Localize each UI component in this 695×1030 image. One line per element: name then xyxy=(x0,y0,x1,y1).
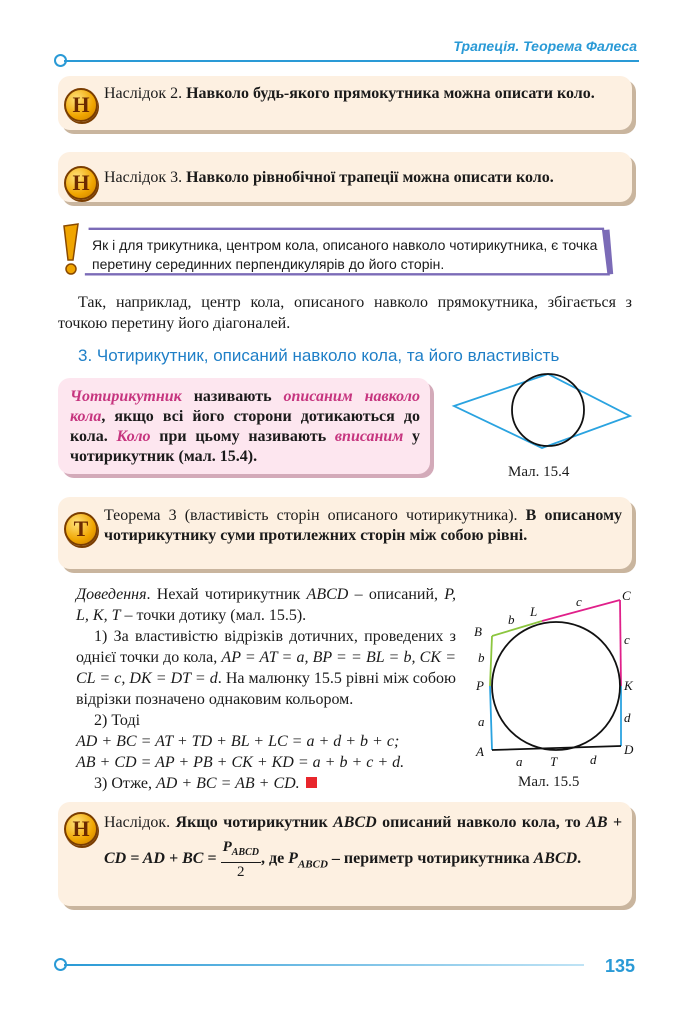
label-c2: c xyxy=(624,632,630,647)
label-K: K xyxy=(624,678,633,693)
footer-rule xyxy=(64,964,584,966)
definition-part: при цьому називають xyxy=(150,428,335,445)
label-c1: c xyxy=(576,594,582,609)
corollary-part: . xyxy=(577,850,582,868)
corollary-part: , де xyxy=(260,850,289,868)
incircle xyxy=(492,622,620,750)
term-quadrilateral: Чотирикутник xyxy=(70,388,182,405)
proof-part: 1) За властивістю відрізків дотичних, проведених з однієї точки до кола, xyxy=(76,628,456,666)
corollary-text xyxy=(104,808,622,881)
corollary-lead: Наслідок. xyxy=(104,814,176,831)
inscribed-circle xyxy=(512,374,584,446)
corollary-badge-icon: Н xyxy=(64,166,98,200)
proof-equation-1: AD + BC = AT + TD + BL + LC = a + d + b + c; xyxy=(76,733,400,750)
definition-part: у чотирикутник (мал. 15.4). xyxy=(70,428,421,465)
exclamation-icon xyxy=(58,222,84,278)
note-text: Як і для трикутника, центром кола, описаного навколо чотирикутника, є точка перетину серединних перпендикулярів до його сторін. xyxy=(92,237,598,272)
figure-15-4 xyxy=(448,368,638,458)
corollary-2-text xyxy=(104,84,622,104)
label-b1: b xyxy=(478,650,485,665)
corollary-part: описаний навколо кола, то xyxy=(376,814,587,831)
proof-part: P, L, K, T xyxy=(76,586,456,624)
theorem-lead: Теорема 3 (властивість сторін описаного чотирикутника). xyxy=(104,507,526,524)
proof-intro xyxy=(76,584,456,626)
corollary-3-text xyxy=(104,168,622,188)
label-b2: b xyxy=(508,612,515,627)
label-C: C xyxy=(622,588,631,603)
perimeter-fraction xyxy=(221,838,261,881)
label-D: D xyxy=(624,742,634,757)
corollary-2-lead: Наслідок 2. xyxy=(104,85,187,102)
perimeter-subscript: ABCD xyxy=(297,858,328,871)
label-P: P xyxy=(476,678,484,693)
section-heading: 3. Чотирикутник, описаний навколо кола, та його властивість xyxy=(78,346,560,365)
theorem-badge-icon: Т xyxy=(64,512,98,546)
paragraph-rectangle-center: Так, наприклад, центр кола, описаного навколо прямокутника, збігається з точкою перетину його діагоналей. xyxy=(58,294,632,332)
fraction-denominator: 2 xyxy=(237,864,245,880)
proof-step-2: 2) Тоді xyxy=(94,712,141,729)
corollary-2-statement: Навколо будь-якого прямокутника можна описати коло. xyxy=(186,85,595,102)
corollary-part: – периметр чотирикутника xyxy=(327,850,534,868)
definition-part: називають xyxy=(181,388,284,405)
header-rule xyxy=(64,60,639,62)
fraction-subscript: ABCD xyxy=(231,847,259,858)
label-A: A xyxy=(476,744,484,759)
corollary-part: ABCD xyxy=(533,850,578,868)
proof-part: AD + BC = AB + CD. xyxy=(156,775,300,792)
proof-part: 3) Отже, xyxy=(94,775,157,792)
theorem-statement: В описаному чотирикутнику суми протилежних сторін між собою рівні. xyxy=(104,507,622,544)
term-circumscribed: описаним навколо кола xyxy=(70,388,420,425)
proof-part: AP = AT = a, BP = = BL = b, CK = CL = c, DK = DT = d xyxy=(76,649,456,687)
proof-part: – точки дотику (мал. 15.5). xyxy=(120,607,307,624)
proof-equation-2: AB + CD = AP + PB + CK + KD = a + b + c + d. xyxy=(76,754,405,771)
corollary-part: Якщо чотирикутник xyxy=(175,814,334,831)
term-inscribed: вписаним xyxy=(334,428,404,445)
corollary-part: AB + CD = AD + BC xyxy=(104,814,623,868)
proof-part: – описаний, xyxy=(348,586,445,603)
definition-part: , якщо всі його сторони дотикаються до кола. xyxy=(70,408,420,445)
rhombus xyxy=(454,374,630,448)
side-CD-part-CK xyxy=(620,600,621,686)
corollary-badge-icon: Н xyxy=(64,88,98,122)
definition-text xyxy=(70,387,420,467)
proof-word: Доведення xyxy=(76,586,147,603)
proof-step-3 xyxy=(94,773,317,794)
proof-part: . Нехай чотирикутник xyxy=(146,586,307,603)
proof-part: . На малюнку 15.5 рівні між собою відрізки позначено однаковим кольором. xyxy=(76,670,456,708)
proof-part: ABCD xyxy=(306,586,349,603)
theorem-text xyxy=(104,506,622,546)
corollary-part: P xyxy=(288,850,298,868)
term-circle: Коло xyxy=(116,428,151,445)
label-a2: a xyxy=(516,754,523,768)
corollary-3-statement: Навколо рівнобічної трапеції можна описати коло. xyxy=(186,169,554,186)
figure-15-5 xyxy=(470,588,650,768)
label-a1: a xyxy=(478,714,485,729)
proof-step-1 xyxy=(76,626,456,710)
corollary-3-lead: Наслідок 3. xyxy=(104,169,187,186)
fraction-numerator: P xyxy=(222,839,232,855)
end-of-proof-icon xyxy=(306,777,317,788)
figure-15-4-caption: Мал. 15.4 xyxy=(508,464,570,480)
side-AB-part-AP xyxy=(490,686,492,750)
corollary-part: = xyxy=(203,850,221,868)
corollary-badge-icon: Н xyxy=(64,812,98,846)
label-T: T xyxy=(550,754,558,768)
label-d2: d xyxy=(590,752,597,767)
running-header: Трапеція. Теорема Фалеса xyxy=(453,38,637,54)
figure-15-5-caption: Мал. 15.5 xyxy=(518,774,580,790)
corollary-part: ABCD xyxy=(333,814,377,831)
side-BC-part-BL xyxy=(492,621,542,636)
label-B: B xyxy=(474,624,482,639)
page-number: 135 xyxy=(604,956,635,976)
label-L: L xyxy=(530,604,538,619)
label-d1: d xyxy=(624,710,631,725)
